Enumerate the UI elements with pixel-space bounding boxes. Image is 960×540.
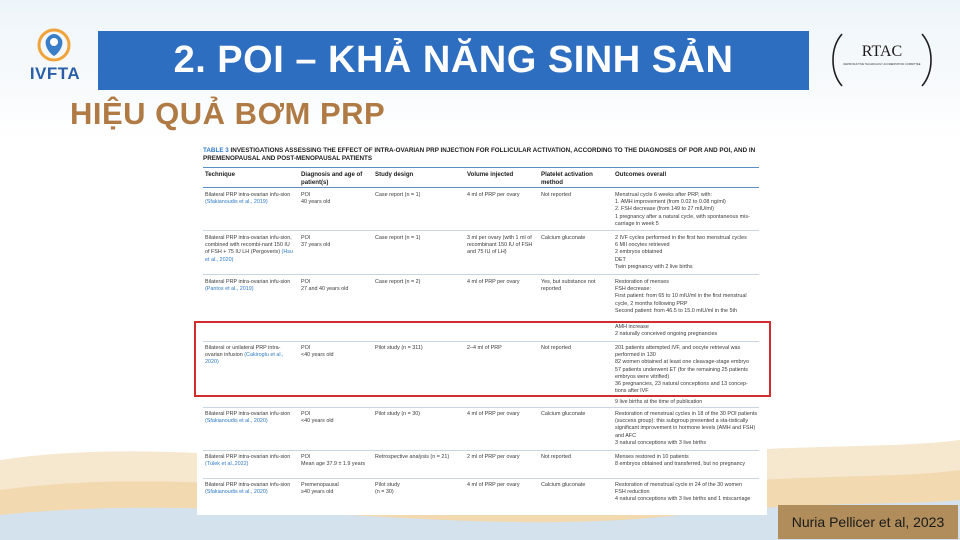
rtac-logo-subtext: REPRODUCTIVE TECHNOLOGY ACCREDITATION COMMITTEE: [843, 63, 921, 66]
ivfta-logo-icon: [36, 28, 72, 62]
cell-technique: [205, 192, 295, 206]
table-caption: [203, 147, 759, 164]
cell-diagnosis: POI <40 years old: [301, 411, 334, 425]
cell-design: Pilot study (n = 311): [375, 345, 423, 351]
cell-technique: [205, 454, 295, 468]
slide-subtitle: HIỆU QUẢ BƠM PRP: [70, 96, 386, 131]
cell-diagnosis: POI Mean age 37.9 ± 1.9 years: [301, 454, 366, 468]
citation-badge: Nuria Pellicer et al, 2023: [778, 505, 958, 539]
technique-text: Bilateral PRP intra-ovarian infu-sion: [205, 482, 291, 488]
table-caption-text: INVESTIGATIONS ASSESSING THE EFFECT OF INTRA-OVARIAN PRP INJECTION FOR FOLLICULAR ACTIVATION, ACCORDING TO THE DIAGNOSES OF POR AND POI, AND IN PREMENOPAUSAL AND POST-MENOPAUSAL PATIENTS: [203, 147, 756, 163]
cell-outcomes: Restoration of menstrual cycles in 18 of the 30 POI patients (success group): this subgroup presented a sta-tistically significant improvement in hormone levels (AMH and FSH) and AFC 3 natural conceptions with 3 live births: [615, 411, 758, 446]
col-header-outcomes: Outcomes overall: [615, 171, 667, 178]
cell-technique: [205, 235, 295, 264]
cell-diagnosis: POI 40 years old: [301, 192, 331, 206]
cell-diagnosis: POI <40 years old: [301, 345, 334, 359]
cell-volume: 2–4 ml of PRP: [467, 345, 502, 351]
cell-outcomes: Menses restored in 10 patients 8 embryos obtained and transferred, but no pregnancy: [615, 454, 746, 468]
cell-volume: 3 ml per ovary (with 1 ml of recombinant 150 IU of FSH and 75 IU of LH): [467, 235, 533, 256]
cell-outcomes: Menstrual cycle 6 weeks after PRP, with: 1. AMH improvement (from 0.02 to 0.08 ng/ml) 2. FSH decrease (from 149 to 27 mIU/ml) 1 pregnancy after a natural cycle, with spontaneous mis- carriage in week 5: [615, 192, 750, 227]
cell-outcomes: Restoration of menstrual cycle in 24 of the 30 women FSH reduction 4 natural conceptions with 3 live births and 1 miscarriage: [615, 482, 751, 503]
ivfta-logo-text: IVFTA: [29, 64, 81, 83]
cell-activation: Calcium gluconate: [541, 482, 586, 488]
cell-activation: Not reported: [541, 345, 571, 351]
col-header-diagnosis: Diagnosis and age of patient(s): [301, 171, 363, 186]
ivfta-logo: [18, 26, 92, 90]
reference-link[interactable]: (Hsu et al., 2020): [205, 249, 293, 263]
cell-technique: [205, 482, 295, 496]
cell-design: Pilot study (n = 30): [375, 482, 400, 496]
technique-text: Bilateral PRP intra-ovarian infu-sion, combined with recombi-nant 150 IU of FSH + 75 IU LH (Pergoveris): [205, 235, 292, 256]
cell-design: Retrospective analysis (n = 21): [375, 454, 450, 460]
technique-text: Bilateral PRP intra-ovarian infu-sion: [205, 279, 291, 285]
reference-link[interactable]: (Sfakianoudis et al., 2020): [205, 489, 268, 496]
reference-link[interactable]: (Cakiroglu et al., 2020): [205, 352, 284, 366]
reference-link[interactable]: (Tülek et al.,2022): [205, 461, 249, 468]
cell-volume: 4 ml of PRP per ovary: [467, 482, 520, 488]
reference-link[interactable]: (Sfakianoudis et al., 2020): [205, 418, 268, 425]
row-divider: [203, 450, 759, 451]
technique-text: Bilateral or unilateral PRP intra-ovarian infusion: [205, 345, 281, 359]
col-header-technique: Technique: [205, 171, 236, 178]
table-header-bottom-rule: [203, 187, 759, 188]
col-header-design: Study design: [375, 171, 414, 178]
table-label: TABLE 3: [203, 147, 229, 154]
technique-text: Bilateral PRP intra-ovarian infu-sion: [205, 192, 291, 198]
cell-design: Case report (n = 2): [375, 279, 421, 285]
cell-activation: Calcium gluconate: [541, 411, 586, 417]
reference-link[interactable]: (Sfakianoudis et al., 2019): [205, 199, 268, 206]
cell-technique: [205, 411, 295, 425]
cell-outcomes: Restoration of menses FSH decrease: First patient: from 65 to 10 mIU/ml in the first menstrual cycle, 2 months following PRP Second patient: from 46.5 to 15.0 mIU/ml in the 5th: [615, 279, 747, 314]
cell-design: Case report (n = 1): [375, 235, 421, 241]
slide-title: 2. POI – KHẢ NĂNG SINH SẢN: [98, 31, 809, 90]
col-header-volume: Volume injected: [467, 171, 514, 178]
cell-outcomes-live-births: 9 live births at the time of publication: [615, 399, 703, 405]
cell-diagnosis: POI 27 and 40 years old: [301, 279, 349, 293]
row-divider: [203, 230, 759, 231]
rtac-logo: [832, 30, 932, 90]
cell-outcomes: 2 IVF cycles performed in the first two menstrual cycles 6 MII oocytes retrieved 2 embryos obtained DET Twin pregnancy with 2 live births: [615, 235, 747, 270]
cell-activation: Calcium gluconate: [541, 235, 586, 241]
cell-volume: 4 ml of PRP per ovary: [467, 192, 520, 198]
cell-diagnosis: POI 37 years old: [301, 235, 331, 249]
cell-activation: Not reported: [541, 192, 571, 198]
row-divider: [203, 407, 759, 408]
highlight-box: [194, 321, 771, 397]
cell-volume: 2 ml of PRP per ovary: [467, 454, 520, 460]
cell-volume: 4 ml of PRP per ovary: [467, 411, 520, 417]
cell-outcomes: 201 patients attempted IVF, and oocyte retrieval was performed in 130 82 women obtained at least one cleavage-stage embryo 57 patients underwent ET (for the remaining 25 patients embryos were vitrified) 36 pregnancies, 23 natural conceptions and 13 concep-tions after IVF: [615, 345, 749, 395]
technique-text: Bilateral PRP intra-ovarian infu-sion: [205, 454, 291, 460]
cell-activation: Not reported: [541, 454, 571, 460]
rtac-logo-text: RTAC: [861, 43, 903, 60]
cell-design: Pilot study (n = 30): [375, 411, 421, 417]
cell-activation: Yes, but substance not reported: [541, 279, 596, 293]
col-header-activation: Platelet activation method: [541, 171, 593, 186]
cell-volume: 4 ml of PRP per ovary: [467, 279, 520, 285]
cell-diagnosis: Premenopausal ≥40 years old: [301, 482, 339, 496]
table-header-top-rule: [203, 167, 759, 168]
reference-link[interactable]: (Pantos et al., 2019): [205, 286, 254, 293]
cell-design: Case report (n = 1): [375, 192, 421, 198]
cell-technique: [205, 279, 295, 293]
row-divider: [203, 274, 759, 275]
row-divider: [203, 478, 759, 479]
technique-text: Bilateral PRP intra-ovarian infu-sion: [205, 411, 291, 417]
cell-outcomes-continued: AMH increase 2 naturally conceived ongoing pregnancies: [615, 324, 718, 338]
